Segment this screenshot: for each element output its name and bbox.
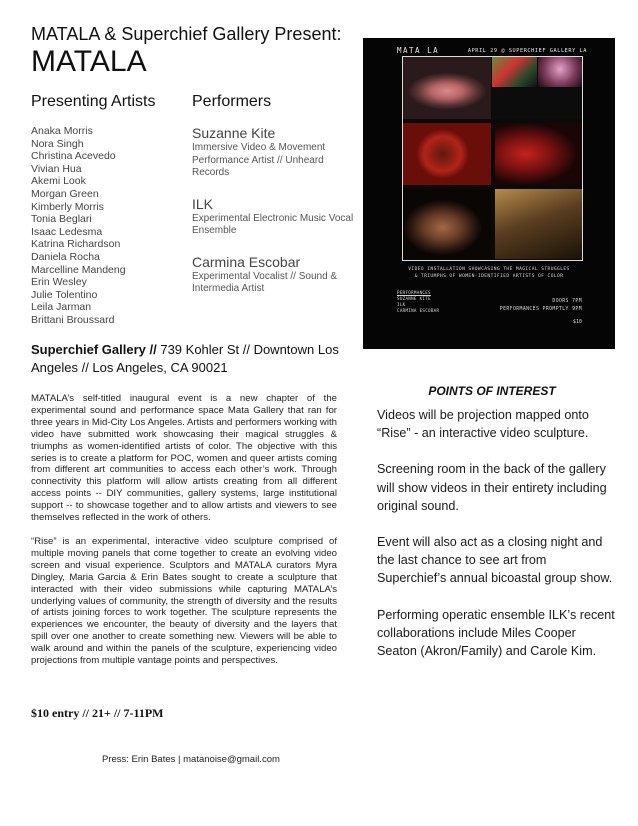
poi-item: Performing operatic ensemble ILK’s recent collaborations include Miles Cooper Seaton (Akron/Family) and Carole Kim. <box>377 607 615 659</box>
dark-video-still <box>492 88 582 119</box>
abstract-video-still <box>492 57 537 87</box>
points-of-interest-list <box>377 406 617 678</box>
poster-times <box>500 298 582 314</box>
poster-caption-line: VIDEO INSTALLATION SHOWCASING THE MAGICAL STRUGGLES <box>408 267 570 272</box>
artist-name: Akemi Look <box>31 175 86 188</box>
poster-doors: DOORS 7PM <box>552 299 582 304</box>
event-poster <box>363 38 615 349</box>
pink-video-still <box>538 57 582 87</box>
artist-name: Vivian Hua <box>31 162 82 175</box>
face-closeup-still <box>403 189 491 259</box>
poster-caption <box>371 266 607 280</box>
points-of-interest-title: POINTS OF INTEREST <box>428 384 556 398</box>
description-paragraph: MATALA’s self-titled inaugural event is a new chapter of the experimental sound and performance space Mata Gallery that ran for three years in Mid-City Los Angeles. Artists and performers working with video have submitted work showcasing their magical struggles & triumphs as women-identified artists of color. The objective with this series is to create a platform for POC, women and queer artists coming from different art communities to access each other’s work. Through connectivity this platform will allow artists creating from all different access points -- DIY communities, gallery systems, large institutional support -- to showcase together and to allow artists and viewers to see themselves reflected in the work of others. <box>31 393 337 524</box>
performer-name: Suzanne Kite <box>192 125 276 141</box>
performer-name: ILK <box>192 195 214 212</box>
artist-list <box>31 125 126 327</box>
poster-date: APRIL 29 @ SUPERCHIEF GALLERY LA <box>467 48 587 54</box>
poster-title: MATA LA <box>397 46 440 55</box>
artist-name: Tonia Beglari <box>31 213 92 226</box>
red-hair-still <box>495 123 582 185</box>
poi-item: Screening room in the back of the gallery will show videos in their entirety including original sound. <box>377 462 607 513</box>
lips-video-still <box>403 57 491 119</box>
artist-name: Julie Tolentino <box>31 288 98 301</box>
artist-name: Marcelline Mandeng <box>31 263 126 276</box>
poster-performer: SUZANNE KITE <box>397 296 431 301</box>
performer-list <box>192 125 362 312</box>
poster-video-collage <box>402 56 583 261</box>
poster-price: $10 <box>572 319 582 325</box>
performer-description: Experimental Vocalist // Sound & Intermedia Artist <box>192 270 338 294</box>
shadow-hands-still <box>495 189 582 259</box>
performer-description: Immersive Video & Movement Performance Artist // Unheard Records <box>192 142 326 178</box>
press-contact: Press: Erin Bates | matanoise@gmail.com <box>102 754 280 765</box>
artist-name: Nora Singh <box>31 137 84 150</box>
page-title: MATALA <box>31 45 147 78</box>
artist-name: Kimberly Morris <box>31 200 104 213</box>
artist-name: Anaka Morris <box>31 125 93 137</box>
pre-title: MATALA & Superchief Gallery Present: <box>31 24 342 44</box>
performer-name: Carmina Escobar <box>192 253 301 270</box>
venue-name: Superchief Gallery // <box>31 342 157 357</box>
poster-performances-label: PERFORMANCES <box>397 290 431 295</box>
venue-street: 739 Kohler St // Downtown Los Angeles // Los Angeles, CA 90021 <box>31 342 339 375</box>
poster-performance-time: PERFORMANCES PROMPTLY 9PM <box>499 307 582 312</box>
presenting-artists-heading: Presenting Artists <box>31 93 156 110</box>
artist-name: Brittani Broussard <box>31 313 115 326</box>
artist-name: Christina Acevedo <box>31 150 116 163</box>
artist-name: Isaac Ledesma <box>31 225 103 238</box>
red-portrait-still <box>403 123 491 185</box>
poi-item: Videos will be projection mapped onto “Rise” - an interactive video sculpture. <box>377 408 589 441</box>
artist-name: Erin Wesley <box>31 276 87 289</box>
poster-performer: CARMINA ESCOBAR <box>397 308 440 313</box>
poi-item: Event will also act as a closing night and the last chance to see art from Superchief’s annual bicoastal group show. <box>377 535 613 586</box>
artist-name: Leila Jarman <box>31 301 92 314</box>
venue-address <box>31 341 361 377</box>
poster-performer: ILK <box>397 302 406 307</box>
poster-performers <box>397 290 439 314</box>
artist-name: Daniela Rocha <box>31 250 100 263</box>
poster-caption-line: & TRIUMPHS OF WOMEN-IDENTIFIED ARTISTS OF COLOR <box>414 274 564 279</box>
artist-name: Katrina Richardson <box>31 238 121 251</box>
event-description <box>31 393 337 679</box>
performer-description: Experimental Electronic Music Vocal Ensemble <box>192 212 354 236</box>
entry-info: $10 entry // 21+ // 7-11PM <box>31 706 164 720</box>
description-paragraph: “Rise” is an experimental, interactive video sculpture comprised of multiple moving panels that come together to create an evolving video screen and visual experience. Sculptors and MATALA curators Myra Dingley, Maria Garcia & Erin Bates sought to create a sculpture that interacted with their video submissions while capturing MATALA’s underlying values of community, the strength of diversity and the results of artists joining forces to work together. The sculpture represents the experiences we encounter, the beauty of diversity and the layers that spill over one another to create something new. Viewers will be able to walk around and within the panels of the sculpture, experiencing video projections from multiple vantage points and perspectives. <box>31 535 337 667</box>
performers-heading: Performers <box>192 93 272 110</box>
artist-name: Morgan Green <box>31 187 99 200</box>
